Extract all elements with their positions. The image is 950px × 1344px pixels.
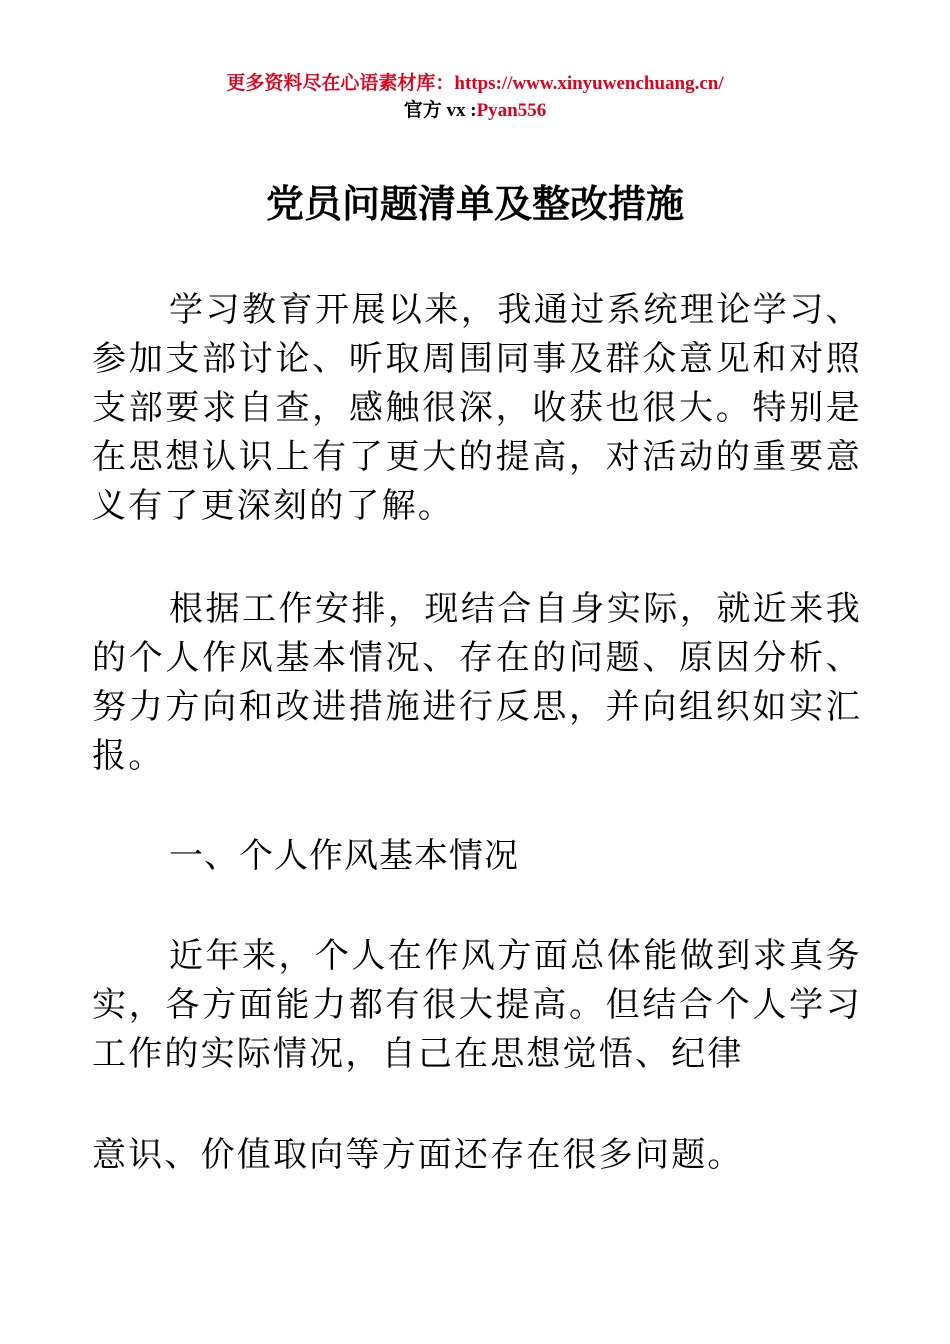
- header-source-url[interactable]: https://www.xinyuwenchuang.cn/: [454, 73, 724, 94]
- header-contact-label: 官方 vx :: [403, 100, 477, 121]
- header-contact-id: Pyan556: [476, 100, 547, 121]
- header-source-label: 更多资料尽在心语素材库：: [226, 73, 455, 94]
- watermark-header: [0, 70, 950, 124]
- header-line-1: [0, 70, 950, 97]
- paragraph-intro: 学习教育开展以来，我通过系统理论学习、参加支部讨论、听取周围同事及群众意见和对照支部要求自查，感触很深，收获也很大。特别是在思想认识上有了更大的提高，对活动的重要意义有了更深刻的了解。: [92, 290, 862, 526]
- paragraph-arrangement: 根据工作安排，现结合自身实际，就近来我的个人作风基本情况、存在的问题、原因分析、努力方向和改进措施进行反思，并向组织如实汇报。: [92, 589, 862, 776]
- document-title: 党员问题清单及整改措施: [265, 182, 684, 226]
- paragraph-basic-situation-continued: 意识、价值取向等方面还存在很多问题。: [92, 1135, 744, 1175]
- paragraph-basic-situation: 近年来，个人在作风方面总体能做到求真务实，各方面能力都有很大提高。但结合个人学习工作的实际情况，自己在思想觉悟、纪律: [92, 936, 862, 1074]
- header-line-2: [0, 97, 950, 124]
- section-heading-1: 一、个人作风基本情况: [169, 836, 519, 876]
